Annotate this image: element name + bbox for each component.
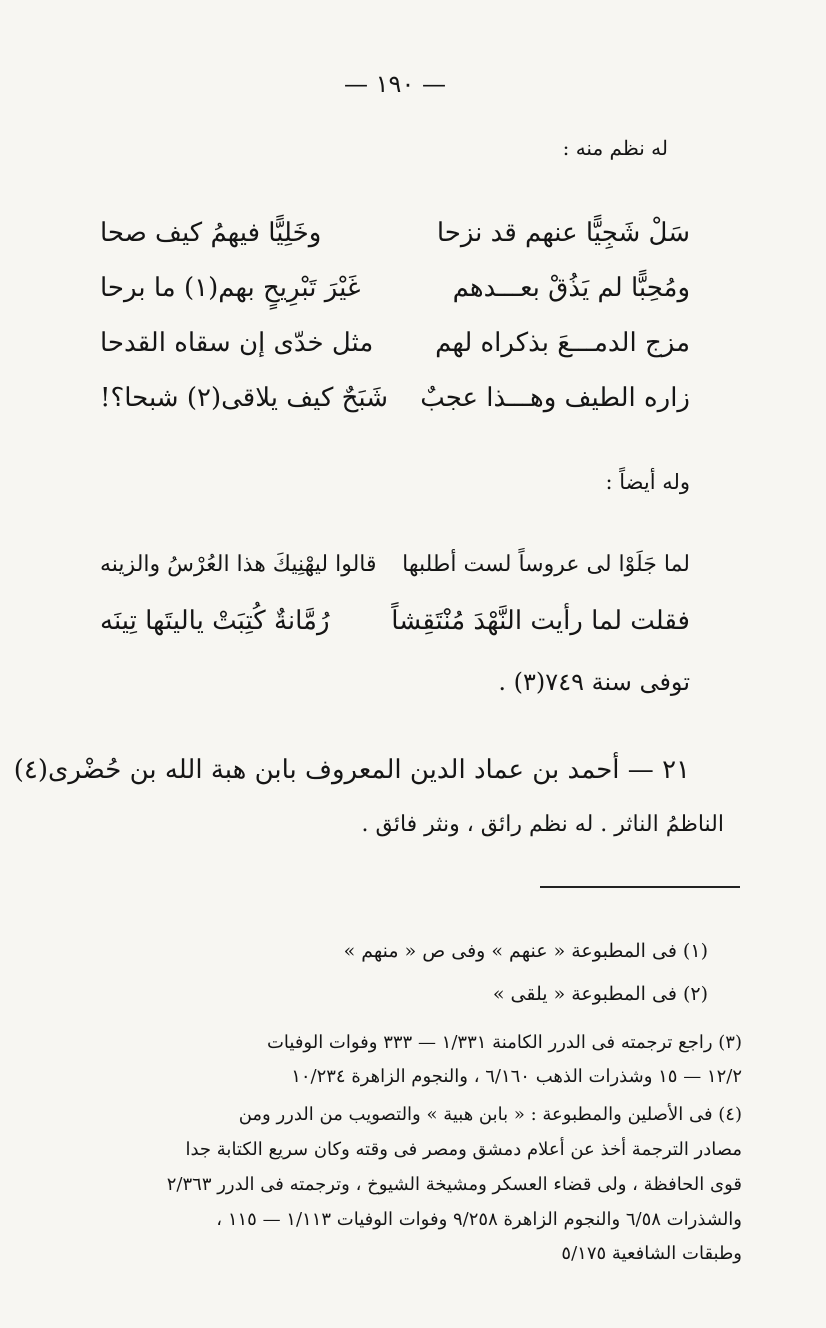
poem1-verse-4 [100, 383, 690, 429]
footnote-4-line-3: قوى الحافظة ، ولى قضاء العسكر ومشيخة الشيوخ ، وترجمته فى الدرر ٢/٣٦٣ [166, 1174, 742, 1195]
hemistich-first: مزج الدمـــعَ بذكراه لهم [435, 328, 690, 358]
intro-line: له نظم منه : [562, 136, 668, 160]
footnote-separator [540, 886, 740, 888]
footnote-4-line-2: مصادر الترجمة أخذ عن أعلام دمشق ومصر فى وقته وكان سريع الكتابة جدا [185, 1139, 742, 1160]
hemistich-second: وخَلِيًّا فيهمُ كيف صحا [100, 218, 322, 248]
hemistich-first: زاره الطيف وهـــذا عجبٌ [420, 383, 690, 413]
hemistich-first: لما جَلَوْا لى عروساً لست أطلبها [402, 552, 690, 577]
entry-body: الناظمُ الناثر . له نظم رائق ، ونثر فائق . [361, 812, 724, 837]
footnote-3-line-2: ١٢/٢ — ١٥ وشذرات الذهب ٦/١٦٠ ، والنجوم الزاهرة ١٠/٢٣٤ [291, 1066, 742, 1087]
poem1-verse-2 [100, 273, 690, 319]
footnote-2: (٢) فى المطبوعة « يلقى » [492, 983, 708, 1005]
hemistich-second: قالوا ليهْنِيكَ هذا العُرْسُ والزينه [100, 552, 377, 577]
page-number: — ١٩٠ — [344, 70, 446, 98]
entry-heading: ٢١ — أحمد بن عماد الدين المعروف بابن هبة الله بن حُضْرى(٤) [13, 755, 690, 785]
second-poem-heading: وله أيضاً : [605, 470, 690, 494]
footnote-4-line-5: وطبقات الشافعية ٥/١٧٥ [561, 1243, 742, 1264]
poem2-verse-2 [100, 606, 690, 652]
hemistich-second: غَيْرَ تَبْرِيحٍ بهم(١) ما برحا [100, 273, 361, 303]
footnote-4-line-1: (٤) فى الأصلين والمطبوعة : « بابن هبية » والتصويب من الدرر ومن [238, 1104, 742, 1125]
death-year: توفى سنة ٧٤٩(٣) . [498, 668, 690, 696]
poem1-verse-3 [100, 328, 690, 374]
footnote-4-line-4: والشذرات ٦/٥٨ والنجوم الزاهرة ٩/٢٥٨ وفوات الوفيات ١/١١٣ — ١١٥ ، [216, 1209, 742, 1230]
hemistich-first: سَلْ شَجِيًّا عنهم قد نزحا [436, 218, 690, 248]
footnote-3-line-1: (٣) راجع ترجمته فى الدرر الكامنة ١/٣٣١ — ٣٣٣ وفوات الوفيات [266, 1032, 742, 1053]
footnote-1: (١) فى المطبوعة « عنهم » وفى ص « منهم » [343, 940, 708, 962]
poem1-verse-1 [100, 218, 690, 264]
hemistich-second: مثل خدّى إن سقاه القدحا [100, 328, 374, 358]
hemistich-first: فقلت لما رأيت النَّهْدَ مُنْتَقِشاً [391, 606, 690, 636]
hemistich-second: رُمَّانةٌ كُتِبَتْ ياليتَها تِينَه [100, 606, 330, 636]
poem2-verse-1 [100, 552, 690, 598]
hemistich-second: شَبَحٌ كيف يلاقى(٢) شبحا؟! [100, 383, 389, 413]
hemistich-first: ومُحِبًّا لم يَذُقْ بعـــدهم [452, 273, 690, 303]
